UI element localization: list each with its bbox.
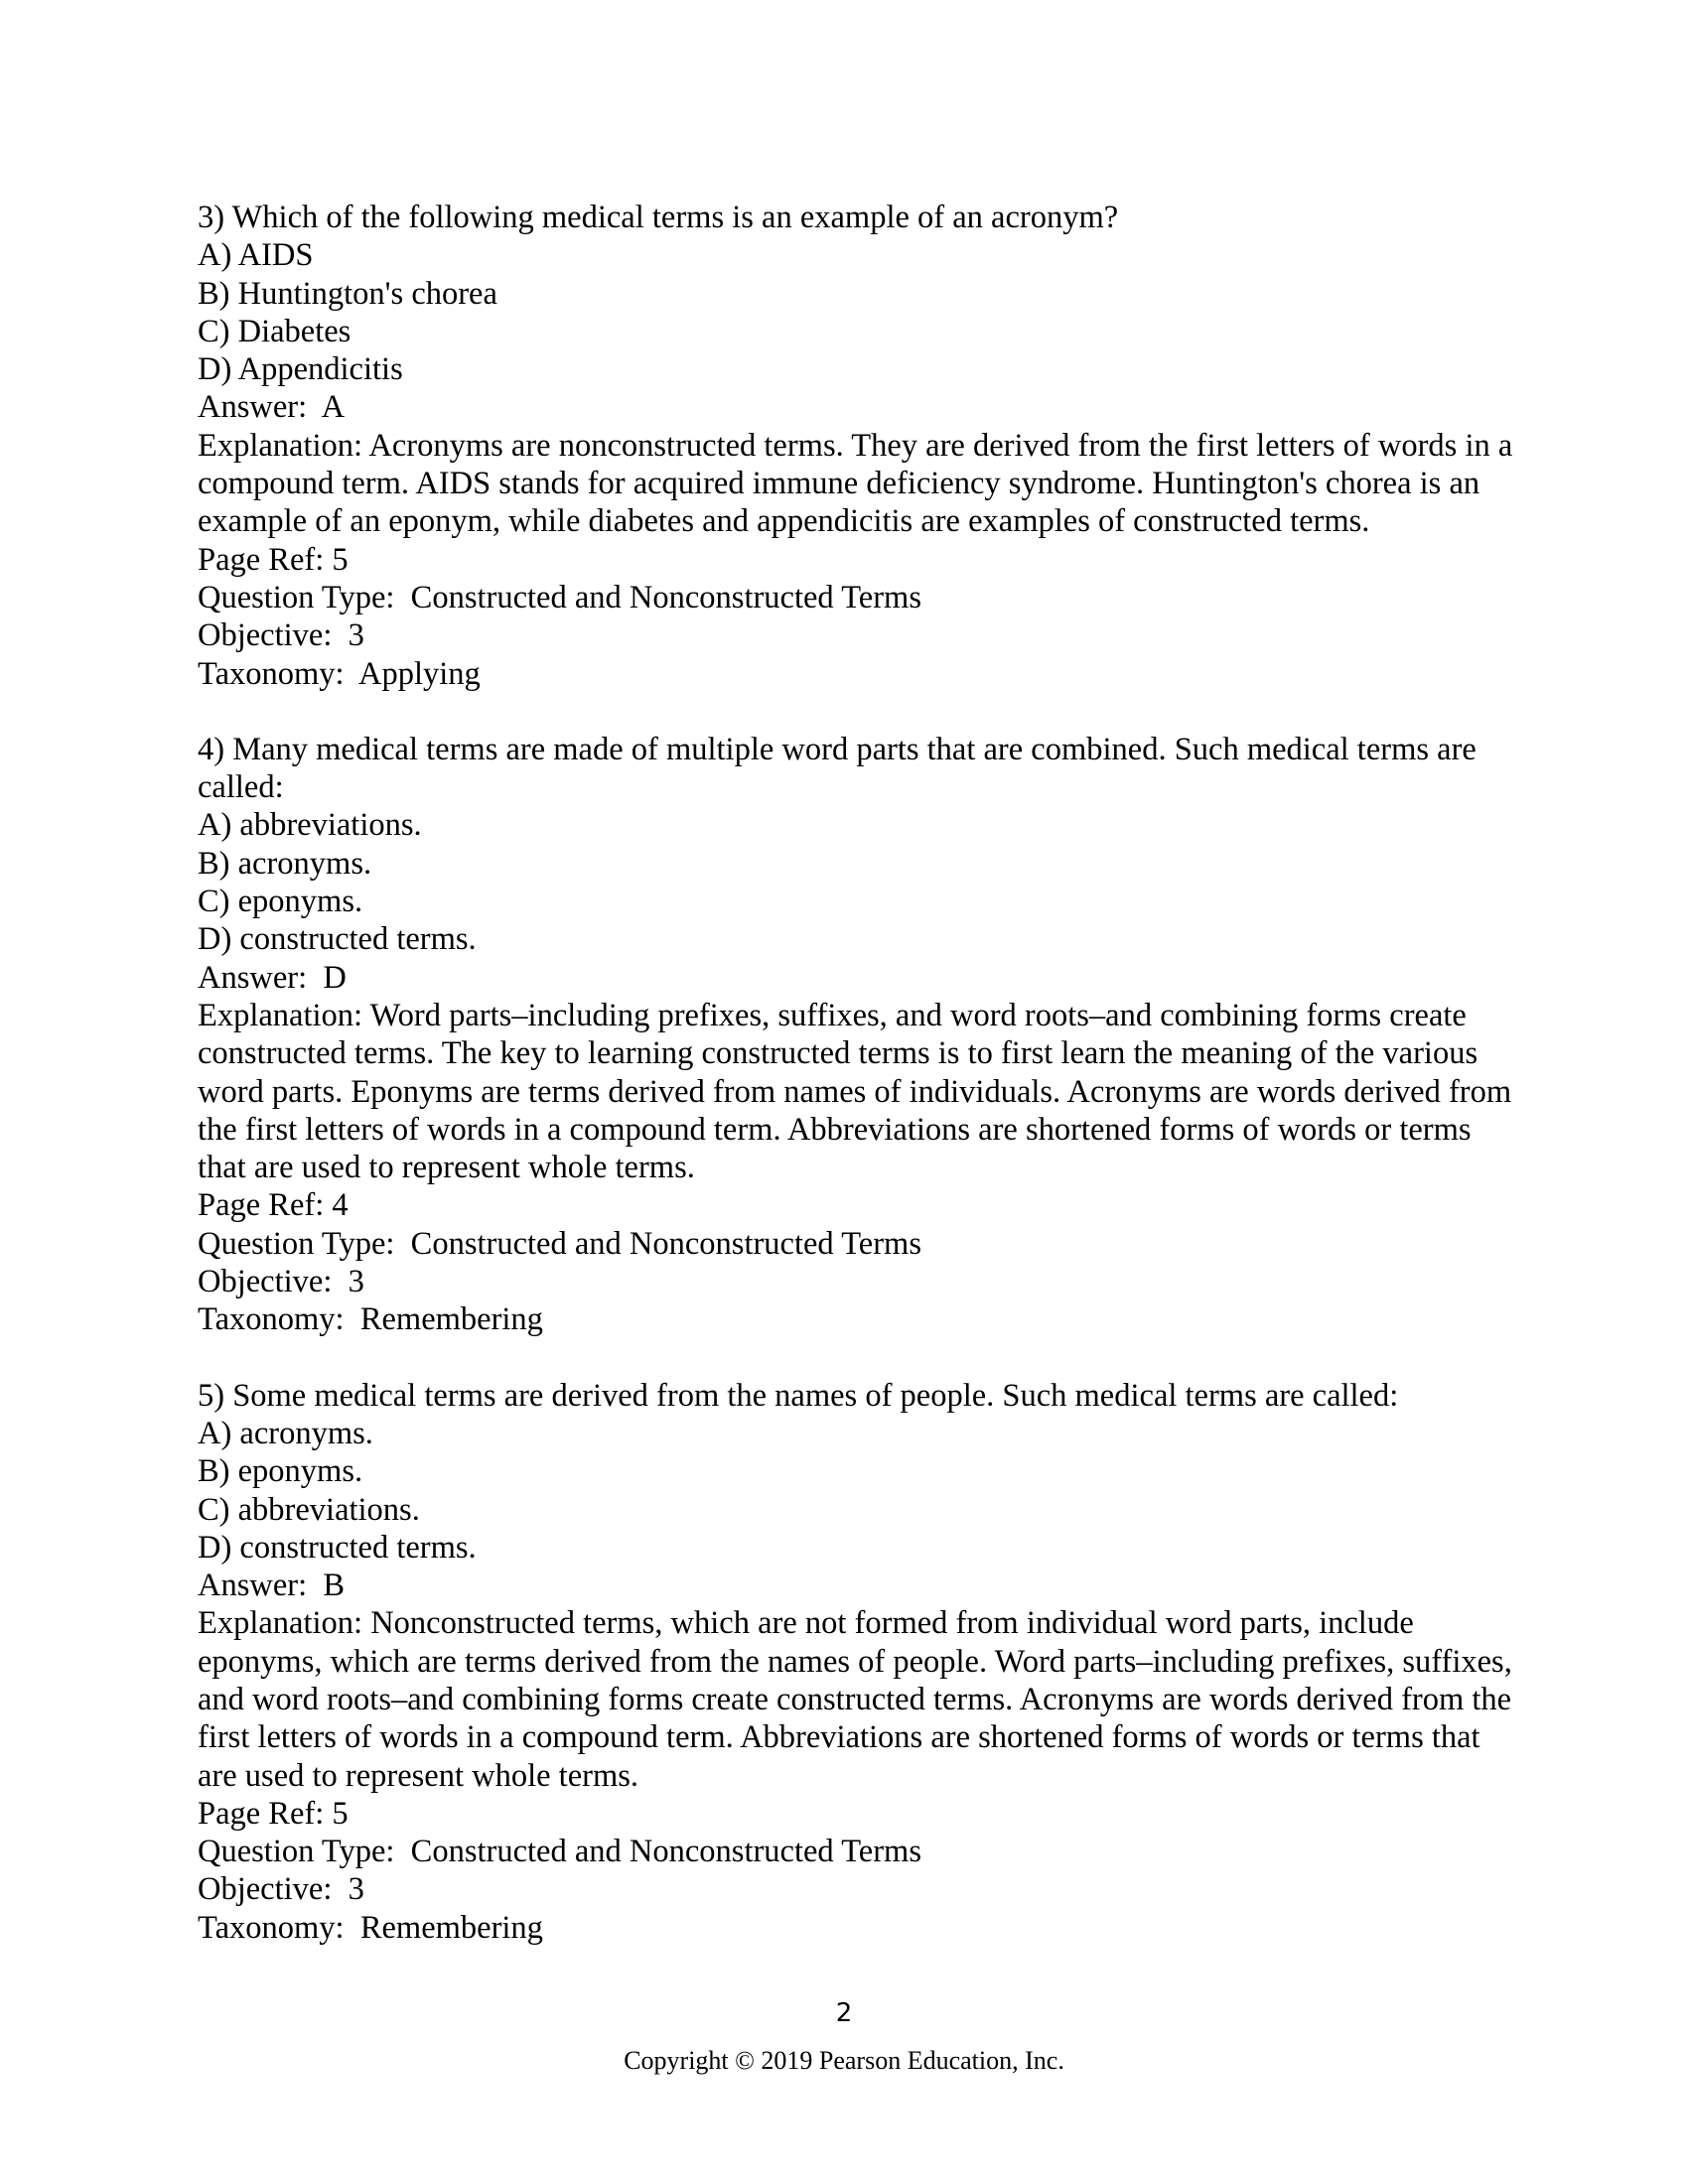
explanation: Explanation: Word parts–including prefixes, suffixes, and word roots–and combining forms create constructed terms. The key to learning constructed terms is to first learn the meaning of the various word parts. Eponyms are terms derived from names of individuals. Acronyms are words derived from the first letters of words in a compound term. Abbreviations are shortened forms of words or terms that are used to represent whole terms. (198, 997, 1512, 1186)
question-stem: 3) Which of the following medical terms is an example of an acronym? (198, 200, 1119, 235)
question-stem: 4) Many medical terms are made of multiple word parts that are combined. Such medical terms are called: (198, 731, 1484, 806)
option-c: C) abbreviations. (198, 1491, 420, 1528)
question-5 (198, 1377, 1518, 1947)
answer: Answer: B (198, 1568, 346, 1604)
taxonomy: Taxonomy: Applying (198, 655, 481, 692)
page-ref: Page Ref: 5 (198, 1795, 349, 1832)
page-number: 2 (835, 1998, 853, 2028)
question-3 (198, 199, 1518, 693)
option-b: B) acronyms. (198, 845, 372, 882)
taxonomy: Taxonomy: Remembering (198, 1301, 543, 1338)
option-d: D) constructed terms. (198, 1529, 477, 1566)
objective: Objective: 3 (198, 1264, 364, 1300)
option-c: C) Diabetes (198, 313, 352, 349)
explanation: Explanation: Acronyms are nonconstructed terms. They are derived from the first letters of words in a compound term. AIDS stands for acquired immune deficiency syndrome. Huntington's chorea is an example of an eponym, while diabetes and appendicitis are examples of constructed terms. (198, 427, 1513, 540)
page-content (198, 199, 1518, 1947)
question-type: Question Type: Constructed and Nonconstructed Terms (198, 1834, 921, 1870)
question-type: Question Type: Constructed and Nonconstructed Terms (198, 579, 921, 615)
option-b: B) eponyms. (198, 1453, 363, 1490)
option-a: A) abbreviations. (198, 807, 422, 844)
objective: Objective: 3 (198, 1871, 364, 1908)
option-d: D) constructed terms. (198, 921, 477, 958)
option-a: A) acronyms. (198, 1415, 373, 1451)
copyright-notice: Copyright © 2019 Pearson Education, Inc. (624, 2046, 1064, 2075)
taxonomy: Taxonomy: Remembering (198, 1909, 543, 1946)
answer: Answer: A (198, 389, 346, 426)
question-type: Question Type: Constructed and Nonconstructed Terms (198, 1225, 921, 1262)
option-d: D) Appendicitis (198, 351, 403, 388)
question-4 (198, 731, 1518, 1339)
option-c: C) eponyms. (198, 884, 363, 920)
page-ref: Page Ref: 4 (198, 1187, 349, 1224)
objective: Objective: 3 (198, 617, 364, 654)
answer: Answer: D (198, 959, 347, 996)
question-stem: 5) Some medical terms are derived from the names of people. Such medical terms are called: (198, 1377, 1399, 1414)
option-b: B) Huntington's chorea (198, 275, 497, 312)
explanation: Explanation: Nonconstructed terms, which are not formed from individual word parts, include eponyms, which are terms derived from the names of people. Word parts–including prefixes, suffixes, and word roots–and combining forms create constructed terms. Acronyms are words derived from the first letters of words in a compound term. Abbreviations are shortened forms of words or terms that are used to represent whole terms. (198, 1605, 1512, 1794)
option-a: A) AIDS (198, 237, 314, 274)
page-ref: Page Ref: 5 (198, 541, 349, 578)
